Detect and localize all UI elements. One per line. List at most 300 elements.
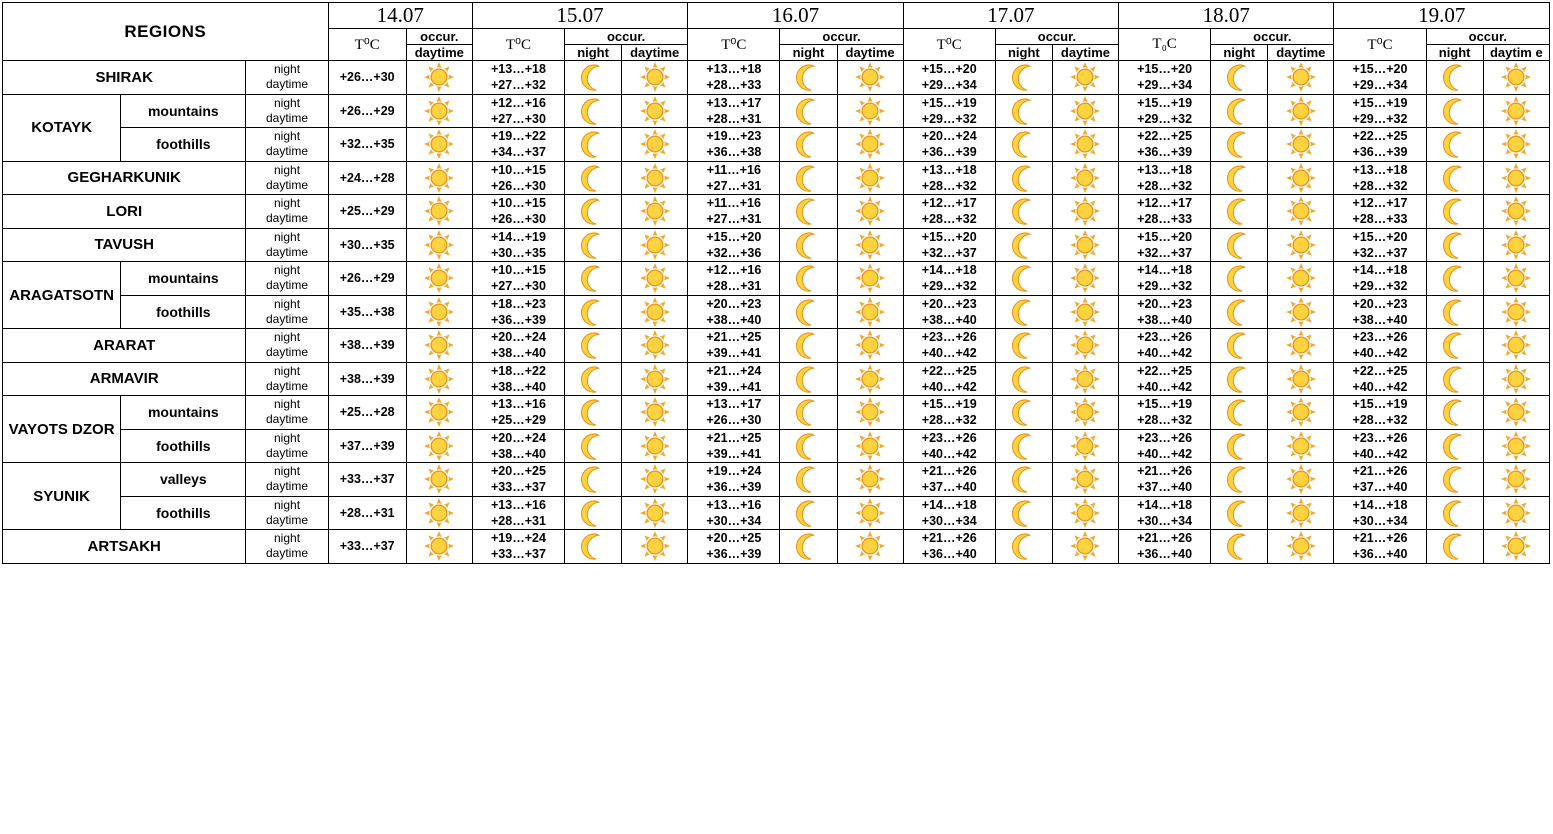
region-subarea: foothills (121, 295, 246, 329)
night-temp: +21…+26 (1137, 531, 1193, 545)
table-row (3, 329, 1550, 363)
moon-icon (780, 262, 837, 296)
occurrence-header: occur. (1211, 29, 1334, 45)
night-temp: +13…+18 (706, 62, 762, 76)
night-temp: +20…+24 (490, 430, 546, 445)
temperature-cell (1334, 262, 1426, 296)
sun-icon (1483, 496, 1549, 530)
sun-icon (1268, 295, 1334, 329)
moon-icon (995, 496, 1052, 530)
day-temp: +37…+40 (1352, 480, 1408, 495)
sun-icon (837, 396, 903, 430)
table-row (3, 228, 1550, 262)
temperature-cell (1334, 61, 1426, 95)
sun-icon (406, 61, 472, 95)
temperature-cell (1119, 61, 1211, 95)
temperature-cell (1119, 362, 1211, 396)
night-temp: +10…+15 (490, 263, 546, 277)
moon-icon (1426, 61, 1483, 95)
night-temp: +13…+18 (1137, 162, 1193, 177)
night-temp: +12…+17 (921, 196, 977, 210)
moon-icon (565, 496, 622, 530)
temperature-cell (472, 530, 564, 564)
day-temp: +36…+39 (706, 480, 762, 495)
night-daytime-label: night daytime (246, 295, 328, 329)
temperature-cell (903, 128, 995, 162)
moon-icon (1211, 329, 1268, 363)
sun-icon (837, 429, 903, 463)
sun-icon (1052, 496, 1118, 530)
day-temp: +27…+30 (490, 279, 546, 294)
sun-icon (1268, 429, 1334, 463)
day-temp: +29…+34 (1137, 78, 1193, 93)
sun-icon (837, 161, 903, 195)
sun-icon (622, 295, 688, 329)
temperature-cell (903, 228, 995, 262)
day-temp: +28…+32 (1352, 178, 1408, 193)
day-temp: +27…+31 (706, 212, 762, 227)
temperature-cell (903, 329, 995, 363)
temperature-cell (472, 362, 564, 396)
night-daytime-label: night daytime (246, 429, 328, 463)
moon-icon (1211, 463, 1268, 497)
night-temp: +20…+25 (706, 531, 762, 545)
temperature-cell (1334, 362, 1426, 396)
moon-icon (995, 329, 1052, 363)
weather-forecast-table (2, 2, 1550, 564)
moon-icon (565, 362, 622, 396)
night-temp: +15…+20 (1137, 62, 1193, 76)
table-body (3, 61, 1550, 564)
moon-icon (995, 228, 1052, 262)
day-temp: +27…+31 (706, 178, 762, 193)
day-temp: +38…+40 (921, 312, 977, 327)
moon-icon (780, 161, 837, 195)
temperature-cell (688, 161, 780, 195)
temperature-cell (1334, 295, 1426, 329)
day-temp: +40…+42 (1352, 346, 1408, 361)
night-temp: +22…+25 (1137, 129, 1193, 143)
temp-header: T⁰C (688, 29, 780, 61)
region-name: ARTSAKH (3, 530, 246, 564)
night-temp: +21…+26 (1352, 531, 1408, 545)
moon-icon (565, 396, 622, 430)
sun-icon (837, 128, 903, 162)
temp-header: T⁰C (328, 29, 406, 61)
temperature-cell (328, 295, 406, 329)
sun-icon (1052, 228, 1118, 262)
temperature-cell (903, 262, 995, 296)
night-temp: +14…+18 (921, 497, 977, 512)
temperature-cell (903, 496, 995, 530)
temperature-cell (328, 128, 406, 162)
day-temp: +36…+40 (1352, 547, 1408, 562)
table-row (3, 429, 1550, 463)
day-temp: +29…+32 (1352, 111, 1408, 126)
temperature-cell (328, 61, 406, 95)
temperature-cell (472, 228, 564, 262)
day-temp: +33…+37 (490, 480, 546, 495)
sun-icon (837, 329, 903, 363)
moon-icon (1211, 128, 1268, 162)
temperature-cell (328, 530, 406, 564)
sun-icon (1052, 195, 1118, 229)
day-temp: +40…+42 (921, 379, 977, 394)
sun-icon (837, 530, 903, 564)
region-name: GEGHARKUNIK (3, 161, 246, 195)
sun-icon (622, 61, 688, 95)
moon-icon (1211, 496, 1268, 530)
sun-icon (1483, 429, 1549, 463)
day-temp: +38…+40 (490, 446, 546, 461)
sun-icon (1052, 262, 1118, 296)
sun-icon (406, 329, 472, 363)
day-temp: +29…+32 (1137, 279, 1193, 294)
night-temp: +15…+19 (1137, 95, 1193, 110)
table-row (3, 396, 1550, 430)
daytime-subheader: daytime (1268, 45, 1334, 61)
day-temp: +26…+29 (339, 103, 395, 118)
night-temp: +20…+23 (1137, 296, 1193, 311)
temperature-cell (1334, 396, 1426, 430)
table-row (3, 295, 1550, 329)
region-name: SYUNIK (3, 463, 121, 530)
temp-header: T⁰C (472, 29, 564, 61)
moon-icon (565, 161, 622, 195)
temperature-cell (472, 94, 564, 128)
sun-icon (1052, 329, 1118, 363)
day-temp: +32…+36 (706, 245, 762, 260)
temperature-cell (472, 161, 564, 195)
day-temp: +38…+39 (339, 371, 395, 386)
night-temp: +12…+16 (490, 95, 546, 110)
moon-icon (995, 128, 1052, 162)
night-daytime-label: night daytime (246, 161, 328, 195)
temp-header: T⁰C (903, 29, 995, 61)
moon-icon (1426, 463, 1483, 497)
temperature-cell (688, 195, 780, 229)
day-temp: +34…+37 (490, 145, 546, 160)
sun-icon (1052, 94, 1118, 128)
day-temp: +28…+31 (339, 505, 395, 520)
temperature-cell (688, 94, 780, 128)
table-row (3, 362, 1550, 396)
day-temp: +40…+42 (921, 346, 977, 361)
temperature-cell (688, 362, 780, 396)
temperature-cell (1119, 429, 1211, 463)
table-row (3, 496, 1550, 530)
table-header (3, 3, 1550, 61)
moon-icon (565, 329, 622, 363)
sun-icon (1483, 61, 1549, 95)
moon-icon (565, 463, 622, 497)
sun-icon (1483, 463, 1549, 497)
night-temp: +23…+26 (921, 430, 977, 445)
night-temp: +13…+18 (490, 62, 546, 76)
night-temp: +20…+24 (921, 129, 977, 143)
region-subarea: valleys (121, 463, 246, 497)
sun-icon (1268, 396, 1334, 430)
sun-icon (837, 295, 903, 329)
temperature-cell (472, 429, 564, 463)
moon-icon (995, 195, 1052, 229)
sun-icon (1268, 195, 1334, 229)
date-header-14-07: 14.07 (328, 3, 472, 29)
sun-icon (406, 496, 472, 530)
temperature-cell (688, 295, 780, 329)
temperature-cell (903, 463, 995, 497)
region-subarea: foothills (121, 496, 246, 530)
night-temp: +21…+24 (706, 363, 762, 378)
night-temp: +23…+26 (1137, 330, 1193, 344)
day-temp: +30…+34 (921, 513, 977, 528)
temperature-cell (1119, 530, 1211, 564)
moon-icon (995, 94, 1052, 128)
temperature-cell (472, 128, 564, 162)
temperature-cell (1119, 228, 1211, 262)
day-temp: +32…+37 (921, 245, 977, 260)
sun-icon (837, 362, 903, 396)
temperature-cell (1334, 128, 1426, 162)
sun-icon (406, 262, 472, 296)
sun-icon (1483, 262, 1549, 296)
temperature-cell (688, 530, 780, 564)
night-temp: +13…+16 (490, 497, 546, 512)
sun-icon (1052, 128, 1118, 162)
region-subarea: foothills (121, 429, 246, 463)
day-temp: +36…+39 (1137, 145, 1193, 160)
sun-icon (1483, 94, 1549, 128)
temperature-cell (1334, 530, 1426, 564)
sun-icon (622, 329, 688, 363)
temperature-cell (903, 429, 995, 463)
temperature-cell (328, 463, 406, 497)
night-temp: +15…+20 (921, 229, 977, 244)
night-temp: +20…+23 (921, 296, 977, 311)
moon-icon (1211, 61, 1268, 95)
temperature-cell (1119, 496, 1211, 530)
temperature-cell (328, 262, 406, 296)
day-temp: +25…+29 (339, 204, 395, 219)
night-temp: +15…+19 (921, 397, 977, 411)
temp-header: T₀C (1119, 29, 1211, 61)
temperature-cell (472, 262, 564, 296)
day-temp: +28…+32 (921, 413, 977, 428)
occurrence-header: occur. (565, 29, 688, 45)
night-temp: +15…+19 (1352, 95, 1408, 110)
date-header-18-07: 18.07 (1119, 3, 1334, 29)
moon-icon (780, 496, 837, 530)
night-temp: +19…+24 (706, 464, 762, 478)
moon-icon (995, 396, 1052, 430)
moon-icon (780, 61, 837, 95)
night-temp: +21…+26 (1352, 464, 1408, 478)
sun-icon (1483, 228, 1549, 262)
day-temp: +32…+37 (1352, 245, 1408, 260)
night-temp: +18…+22 (490, 363, 546, 378)
day-temp: +40…+42 (921, 446, 977, 461)
sun-icon (406, 195, 472, 229)
night-daytime-label: night daytime (246, 496, 328, 530)
day-temp: +26…+30 (339, 70, 395, 85)
table-row (3, 94, 1550, 128)
moon-icon (780, 362, 837, 396)
temperature-cell (328, 496, 406, 530)
date-header-19-07: 19.07 (1334, 3, 1550, 29)
night-temp: +13…+16 (490, 397, 546, 411)
region-name: KOTAYK (3, 94, 121, 161)
moon-icon (1211, 530, 1268, 564)
daytime-subheader: daytime (406, 45, 472, 61)
moon-icon (1426, 295, 1483, 329)
region-subarea: mountains (121, 396, 246, 430)
day-temp: +36…+38 (706, 145, 762, 160)
night-subheader: night (565, 45, 622, 61)
sun-icon (1052, 362, 1118, 396)
sun-icon (406, 530, 472, 564)
night-temp: +21…+25 (706, 430, 762, 445)
moon-icon (1426, 496, 1483, 530)
day-temp: +32…+37 (1137, 245, 1193, 260)
night-temp: +14…+19 (490, 229, 546, 244)
moon-icon (1211, 228, 1268, 262)
day-temp: +28…+32 (1137, 178, 1193, 193)
night-temp: +14…+18 (1137, 263, 1193, 277)
day-temp: +38…+39 (339, 338, 395, 353)
sun-icon (1268, 362, 1334, 396)
moon-icon (780, 228, 837, 262)
moon-icon (1426, 161, 1483, 195)
day-temp: +24…+28 (339, 170, 395, 185)
temperature-cell (328, 329, 406, 363)
night-temp: +15…+20 (1137, 229, 1193, 244)
temperature-cell (688, 128, 780, 162)
day-temp: +38…+40 (490, 379, 546, 394)
day-temp: +29…+32 (1137, 111, 1193, 126)
night-temp: +22…+25 (1137, 363, 1193, 378)
day-temp: +36…+39 (490, 312, 546, 327)
temperature-cell (1334, 195, 1426, 229)
sun-icon (1268, 94, 1334, 128)
sun-icon (1268, 496, 1334, 530)
moon-icon (780, 295, 837, 329)
sun-icon (622, 362, 688, 396)
day-temp: +36…+39 (706, 547, 762, 562)
night-temp: +15…+19 (921, 95, 977, 110)
sun-icon (837, 195, 903, 229)
temperature-cell (903, 94, 995, 128)
moon-icon (1211, 362, 1268, 396)
moon-icon (1426, 94, 1483, 128)
sun-icon (406, 429, 472, 463)
table-row (3, 530, 1550, 564)
day-temp: +37…+39 (339, 438, 395, 453)
day-temp: +28…+31 (706, 111, 762, 126)
moon-icon (1426, 362, 1483, 396)
night-subheader: night (1426, 45, 1483, 61)
moon-icon (565, 94, 622, 128)
temperature-cell (1334, 94, 1426, 128)
sun-icon (622, 262, 688, 296)
night-daytime-label: night daytime (246, 128, 328, 162)
sun-icon (837, 228, 903, 262)
sun-icon (1483, 195, 1549, 229)
night-subheader: night (780, 45, 837, 61)
moon-icon (1211, 396, 1268, 430)
sun-icon (1483, 396, 1549, 430)
temperature-cell (688, 429, 780, 463)
regions-header: REGIONS (3, 3, 329, 61)
day-temp: +38…+40 (1137, 312, 1193, 327)
moon-icon (1426, 429, 1483, 463)
day-temp: +28…+32 (1352, 413, 1408, 428)
temperature-cell (1119, 329, 1211, 363)
day-temp: +35…+38 (339, 304, 395, 319)
moon-icon (565, 128, 622, 162)
moon-icon (995, 463, 1052, 497)
temperature-cell (1119, 128, 1211, 162)
sun-icon (406, 463, 472, 497)
temperature-cell (688, 61, 780, 95)
temperature-cell (472, 295, 564, 329)
temperature-cell (1334, 161, 1426, 195)
daytime-subheader: daytime (1052, 45, 1118, 61)
temperature-cell (688, 496, 780, 530)
night-temp: +20…+23 (1352, 296, 1408, 311)
moon-icon (565, 195, 622, 229)
day-temp: +40…+42 (1352, 379, 1408, 394)
day-temp: +30…+34 (1137, 513, 1193, 528)
temperature-cell (328, 429, 406, 463)
table-row (3, 61, 1550, 95)
region-name: ARAGATSOTN (3, 262, 121, 329)
night-daytime-label: night daytime (246, 262, 328, 296)
moon-icon (780, 329, 837, 363)
temperature-cell (688, 396, 780, 430)
night-temp: +19…+22 (490, 129, 546, 143)
temperature-cell (328, 161, 406, 195)
night-temp: +15…+19 (1352, 397, 1408, 411)
temperature-cell (1334, 228, 1426, 262)
day-temp: +27…+30 (490, 111, 546, 126)
night-temp: +21…+26 (921, 464, 977, 478)
temperature-cell (1119, 295, 1211, 329)
moon-icon (1211, 429, 1268, 463)
day-temp: +40…+42 (1137, 379, 1193, 394)
day-temp: +28…+32 (921, 212, 977, 227)
region-name: LORI (3, 195, 246, 229)
night-temp: +15…+20 (1352, 229, 1408, 244)
moon-icon (1426, 262, 1483, 296)
day-temp: +28…+32 (921, 178, 977, 193)
night-temp: +13…+17 (706, 397, 762, 411)
moon-icon (1211, 94, 1268, 128)
moon-icon (565, 61, 622, 95)
table-row (3, 262, 1550, 296)
moon-icon (1211, 295, 1268, 329)
night-temp: +20…+23 (706, 296, 762, 311)
sun-icon (1483, 362, 1549, 396)
moon-icon (780, 429, 837, 463)
date-header-16-07: 16.07 (688, 3, 903, 29)
day-temp: +29…+34 (921, 78, 977, 93)
temperature-cell (903, 61, 995, 95)
night-daytime-label: night daytime (246, 329, 328, 363)
day-temp: +28…+31 (706, 279, 762, 294)
temperature-cell (328, 396, 406, 430)
sun-icon (1268, 128, 1334, 162)
night-temp: +10…+15 (490, 196, 546, 210)
